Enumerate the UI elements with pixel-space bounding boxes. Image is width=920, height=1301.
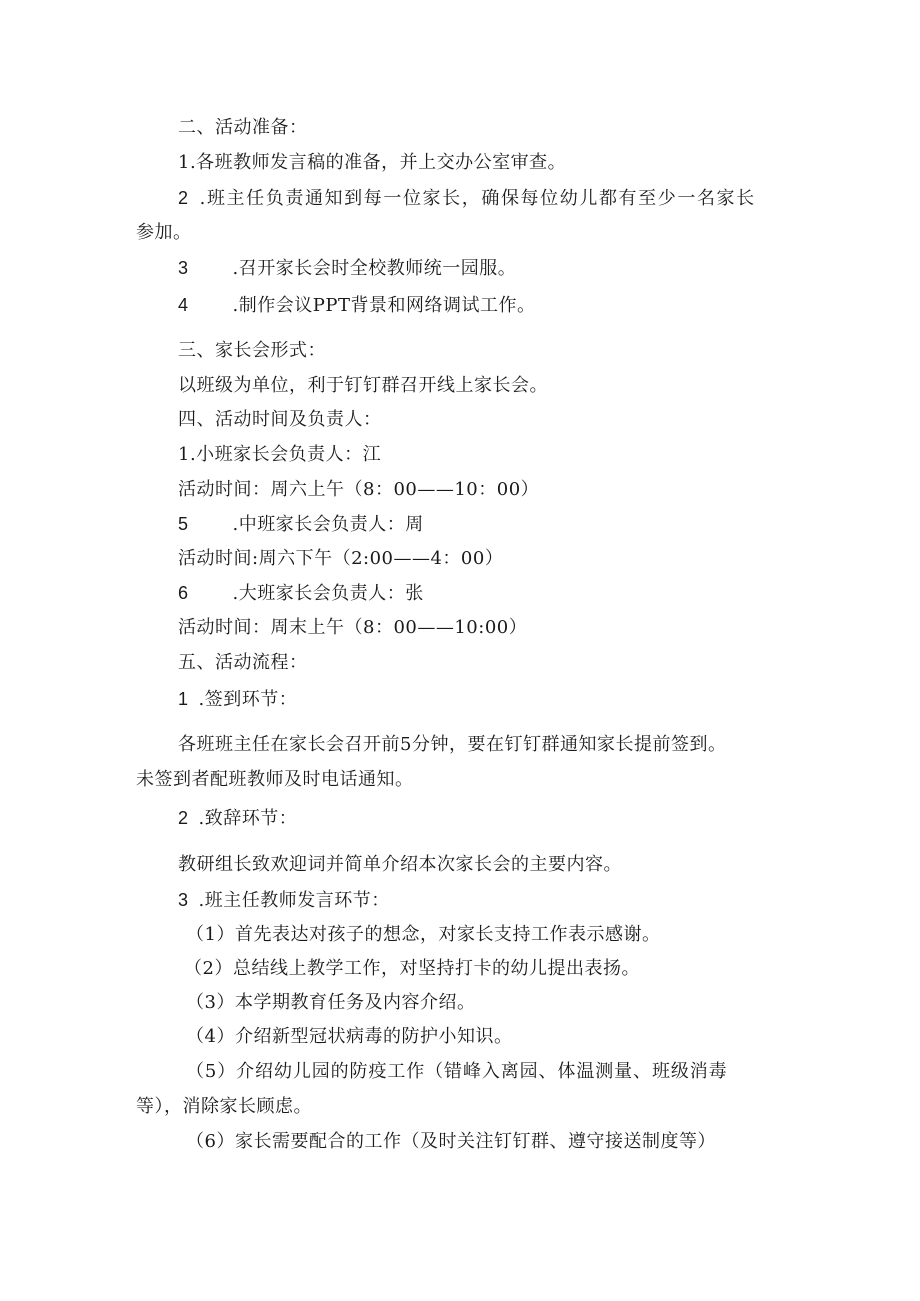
schedule-item-2 xyxy=(178,512,424,537)
prep-item-3-text: .召开家长会时全校教师统一园服。 xyxy=(232,258,517,279)
step-1-title: 1 .签到环节： xyxy=(178,689,298,710)
speech-point-3: （3）本学期教育任务及内容介绍。 xyxy=(186,992,476,1013)
step-3-title: 3 .班主任教师发言环节： xyxy=(178,890,390,911)
step-2-text: 教研组长致欢迎词并简单介绍本次家长会的主要内容。 xyxy=(178,854,622,875)
speech-point-2: （2）总结线上教学工作，对坚持打卡的幼儿提出表扬。 xyxy=(184,958,640,979)
step-1-text: 各班班主任在家长会召开前5分钟，要在钉钉群通知家长提前签到。 xyxy=(178,734,727,755)
schedule-item-1-time: 活动时间：周六上午（8：00——10：00） xyxy=(178,479,540,500)
prep-item-4 xyxy=(178,293,535,318)
schedule-item-2-number: 5 xyxy=(178,514,189,534)
speech-point-4: （4）介绍新型冠状病毒的防护小知识。 xyxy=(186,1026,513,1047)
step-2-number: 2 xyxy=(178,808,189,828)
section-3-heading: 三、家长会形式： xyxy=(178,340,326,361)
schedule-item-3-number: 6 xyxy=(178,583,189,603)
speech-point-6: （6）家长需要配合的工作（及时关注钉钉群、遵守接送制度等） xyxy=(186,1131,716,1152)
speech-point-1: （1）首先表达对孩子的想念，对家长支持工作表示感谢。 xyxy=(186,924,661,945)
prep-item-2 xyxy=(178,186,756,211)
prep-item-2-text: .班主任负责通知到每一位家长，确保每位幼儿都有至少一名家长 xyxy=(199,188,756,209)
step-1-text-cont: 未签到者配班教师及时电话通知。 xyxy=(136,769,414,790)
meeting-format-text: 以班级为单位，利于钉钉群召开线上家长会。 xyxy=(178,375,548,396)
speech-point-5-cont: 等），消除家长顾虑。 xyxy=(136,1096,312,1117)
section-2-heading: 二、活动准备： xyxy=(178,117,308,138)
schedule-item-2-time: 活动时间:周六下午（2:00——4：00） xyxy=(178,548,504,569)
schedule-item-3 xyxy=(178,581,424,606)
schedule-item-3-time: 活动时间：周末上午（8：00——10:00） xyxy=(178,617,528,638)
prep-item-3 xyxy=(178,256,516,281)
section-5-heading: 五、活动流程： xyxy=(178,652,308,673)
schedule-item-2-text: .中班家长会负责人：周 xyxy=(232,514,424,535)
prep-item-2-number: 2 xyxy=(178,188,190,208)
prep-item-3-number: 3 xyxy=(178,258,189,278)
prep-item-1: 1.各班教师发言稿的准备，并上交办公室审查。 xyxy=(178,152,567,173)
schedule-item-3-text: .大班家长会负责人：张 xyxy=(232,583,424,604)
schedule-item-1: 1.小班家长会负责人：江 xyxy=(178,444,382,465)
step-2-title: 2 .致辞环节： xyxy=(178,808,298,829)
speech-point-5: （5）介绍幼儿园的防疫工作（错峰入离园、体温测量、班级消毒 xyxy=(186,1061,728,1082)
step-1-number: 1 xyxy=(178,689,189,709)
step-3-number: 3 xyxy=(178,890,189,910)
prep-item-2-cont: 参加。 xyxy=(136,222,192,243)
prep-item-4-number: 4 xyxy=(178,295,189,315)
section-4-heading: 四、活动时间及负责人： xyxy=(178,409,382,430)
prep-item-4-text: .制作会议PPT背景和网络调试工作。 xyxy=(232,295,536,316)
